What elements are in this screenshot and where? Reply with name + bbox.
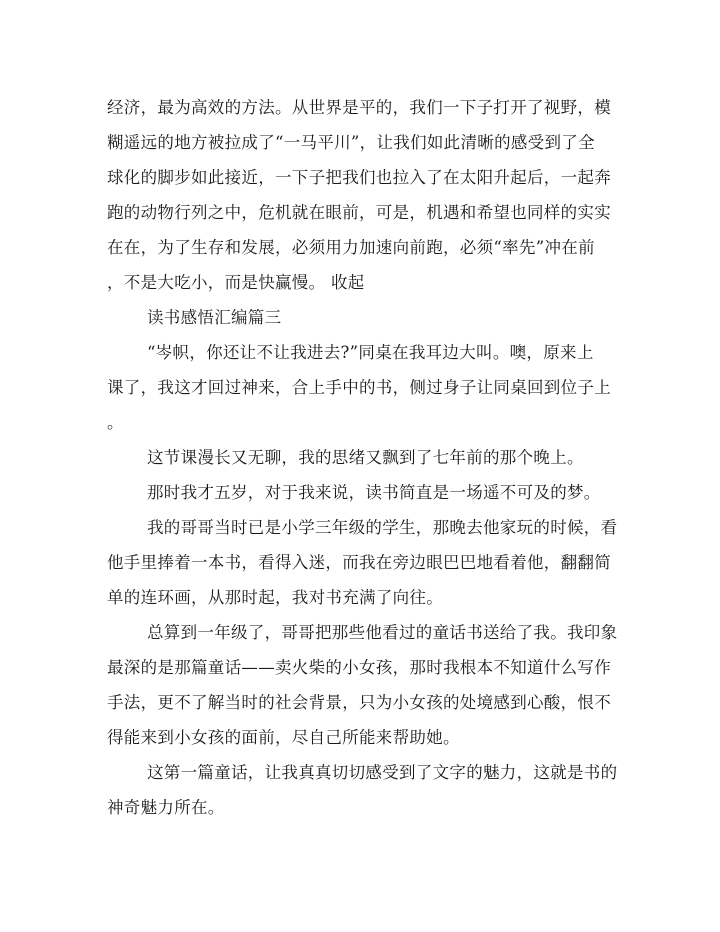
text-line: 在在，为了生存和发展，必须用力加速向前跑，必须“率先”冲在前 — [107, 238, 595, 257]
text-line: 总算到一年级了，哥哥把那些他看过的童话书送给了我。我印象 — [147, 623, 618, 642]
text-line: 。 — [107, 413, 124, 432]
text-line: 这第一篇童话，让我真真切切感受到了文字的魅力，这就是书的 — [147, 763, 618, 782]
text-line: ，不是大吃小，而是快赢慢。 收起 — [107, 273, 365, 292]
text-line: 他手里捧着一本书，看得入迷，而我在旁边眼巴巴地看着他，翻翻简 — [107, 553, 611, 572]
text-line: 课了，我这才回过神来，合上手中的书，侧过身子让同桌回到位子上 — [107, 378, 611, 397]
text-line: 得能来到小女孩的面前，尽自己所能来帮助她。 — [107, 728, 460, 747]
section-heading: 读书感悟汇编篇三 — [147, 308, 282, 327]
text-line: 那时我才五岁，对于我来说，读书简直是一场遥不可及的梦。 — [147, 483, 601, 502]
text-line: 糊遥远的地方被拉成了“一马平川”，让我们如此清晰的感受到了全 — [107, 133, 595, 152]
text-line: 我的哥哥当时已是小学三年级的学生，那晚去他家玩的时候，看 — [147, 518, 618, 537]
text-line: 经济，最为高效的方法。从世界是平的，我们一下子打开了视野，模 — [107, 98, 611, 117]
text-line: “岑帜，你还让不让我进去?”同桌在我耳边大叫。噢，原来上 — [147, 343, 594, 362]
text-line: 这节课漫长又无聊，我的思绪又飘到了七年前的那个晚上。 — [147, 448, 584, 467]
text-line: 单的连环画，从那时起，我对书充满了向往。 — [107, 588, 443, 607]
text-line: 最深的是那篇童话——卖火柴的小女孩，那时我根本不知道什么写作 — [107, 658, 611, 677]
text-line: 神奇魅力所在。 — [107, 798, 225, 817]
text-line: 手法，更不了解当时的社会背景，只为小女孩的处境感到心酸，恨不 — [107, 693, 611, 712]
text-line: 跑的动物行列之中，危机就在眼前，可是，机遇和希望也同样的实实 — [107, 203, 611, 222]
text-line: 球化的脚步如此接近，一下子把我们也拉入了在太阳升起后，一起奔 — [107, 168, 611, 187]
